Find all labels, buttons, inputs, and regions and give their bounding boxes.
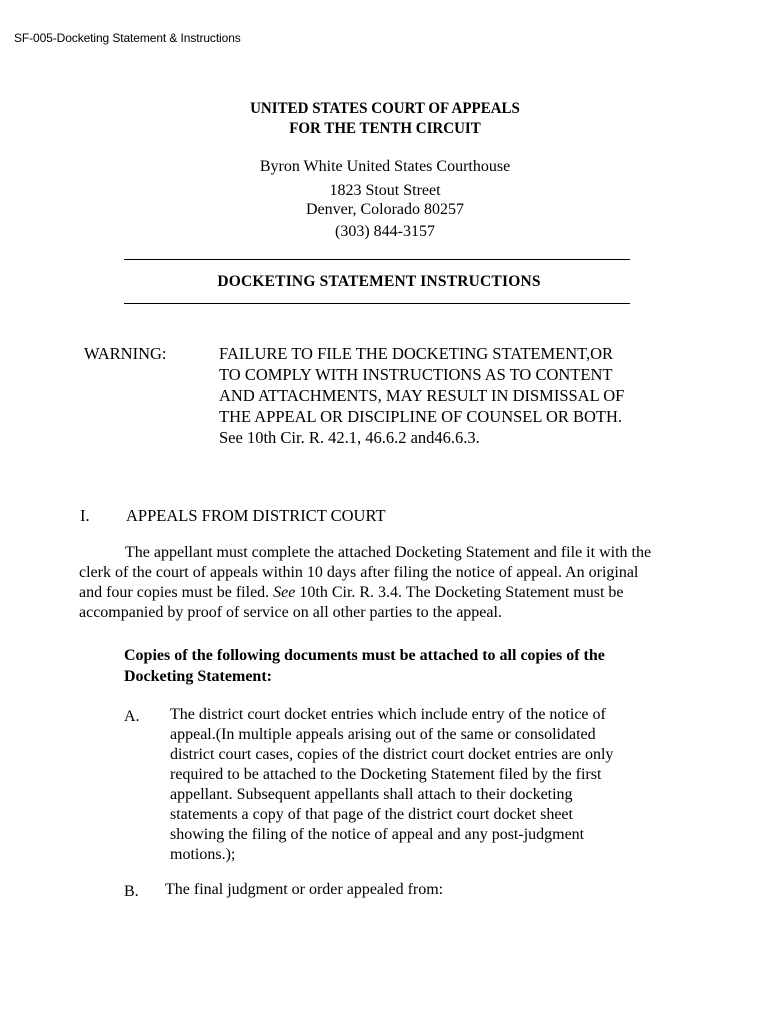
item-b-text: The final judgment or order appealed from: bbox=[165, 881, 444, 898]
item-a-line: appellant. Subsequent appellants shall attach to their docketing bbox=[170, 786, 573, 803]
warning-line: TO COMPLY WITH INSTRUCTIONS AS TO CONTENT bbox=[219, 365, 613, 384]
court-name-line1: UNITED STATES COURT OF APPEALS bbox=[250, 100, 520, 118]
phone-number: (303) 844-3157 bbox=[335, 223, 435, 240]
document-heading: DOCKETING STATEMENT INSTRUCTIONS bbox=[217, 273, 541, 290]
form-identifier: SF-005-Docketing Statement & Instructions bbox=[14, 31, 241, 45]
item-a-line: The district court docket entries which include entry of the notice of bbox=[170, 706, 606, 723]
citation-signal: See bbox=[273, 584, 296, 601]
top-rule bbox=[124, 259, 630, 260]
item-a-letter: A. bbox=[124, 708, 140, 725]
warning-text bbox=[219, 343, 689, 448]
item-a-line: district court cases, copies of the district court docket entries are only bbox=[170, 746, 614, 763]
warning-line: See 10th Cir. R. 42.1, 46.6.2 and46.6.3. bbox=[219, 428, 480, 447]
bottom-rule bbox=[124, 303, 630, 304]
item-b-letter: B. bbox=[124, 883, 139, 900]
paragraph-line: accompanied by proof of service on all other parties to the appeal. bbox=[79, 604, 502, 621]
courthouse-name: Byron White United States Courthouse bbox=[259, 158, 511, 175]
section-paragraph bbox=[79, 543, 679, 623]
paragraph-line: The appellant must complete the attached Docketing Statement and file it with the bbox=[125, 544, 652, 561]
item-a-line: required to be attached to the Docketing Statement filed by the first bbox=[170, 766, 602, 783]
city-state-zip: Denver, Colorado 80257 bbox=[306, 201, 464, 218]
warning-label: WARNING: bbox=[84, 344, 167, 363]
section-number: I. bbox=[80, 506, 90, 525]
item-a-text bbox=[170, 705, 670, 865]
copies-heading-line: Copies of the following documents must be attached to all copies of the bbox=[124, 647, 605, 664]
item-a-line: statements a copy of that page of the district court docket sheet bbox=[170, 806, 573, 823]
item-a-line: showing the filing of the notice of appeal and any post-judgment bbox=[170, 826, 585, 843]
paragraph-text: 10th Cir. R. 3.4. The Docketing Statement must be bbox=[299, 584, 624, 601]
court-name-line2: FOR THE TENTH CIRCUIT bbox=[289, 120, 481, 138]
section-title: APPEALS FROM DISTRICT COURT bbox=[126, 506, 386, 525]
warning-line: FAILURE TO FILE THE DOCKETING STATEMENT,OR bbox=[219, 344, 614, 363]
paragraph-line: clerk of the court of appeals within 10 days after filing the notice of appeal. An original bbox=[79, 564, 639, 581]
paragraph-line bbox=[79, 583, 679, 603]
copies-heading bbox=[124, 645, 684, 687]
paragraph-text: and four copies must be filed. bbox=[79, 584, 270, 601]
street-address: 1823 Stout Street bbox=[329, 182, 441, 199]
item-a-line: motions.); bbox=[170, 846, 236, 863]
warning-line: THE APPEAL OR DISCIPLINE OF COUNSEL OR BOTH. bbox=[219, 407, 623, 426]
copies-heading-line: Docketing Statement: bbox=[124, 668, 272, 685]
item-a-line: appeal.(In multiple appeals arising out of the same or consolidated bbox=[170, 726, 596, 743]
warning-line: AND ATTACHMENTS, MAY RESULT IN DISMISSAL OF bbox=[219, 386, 625, 405]
